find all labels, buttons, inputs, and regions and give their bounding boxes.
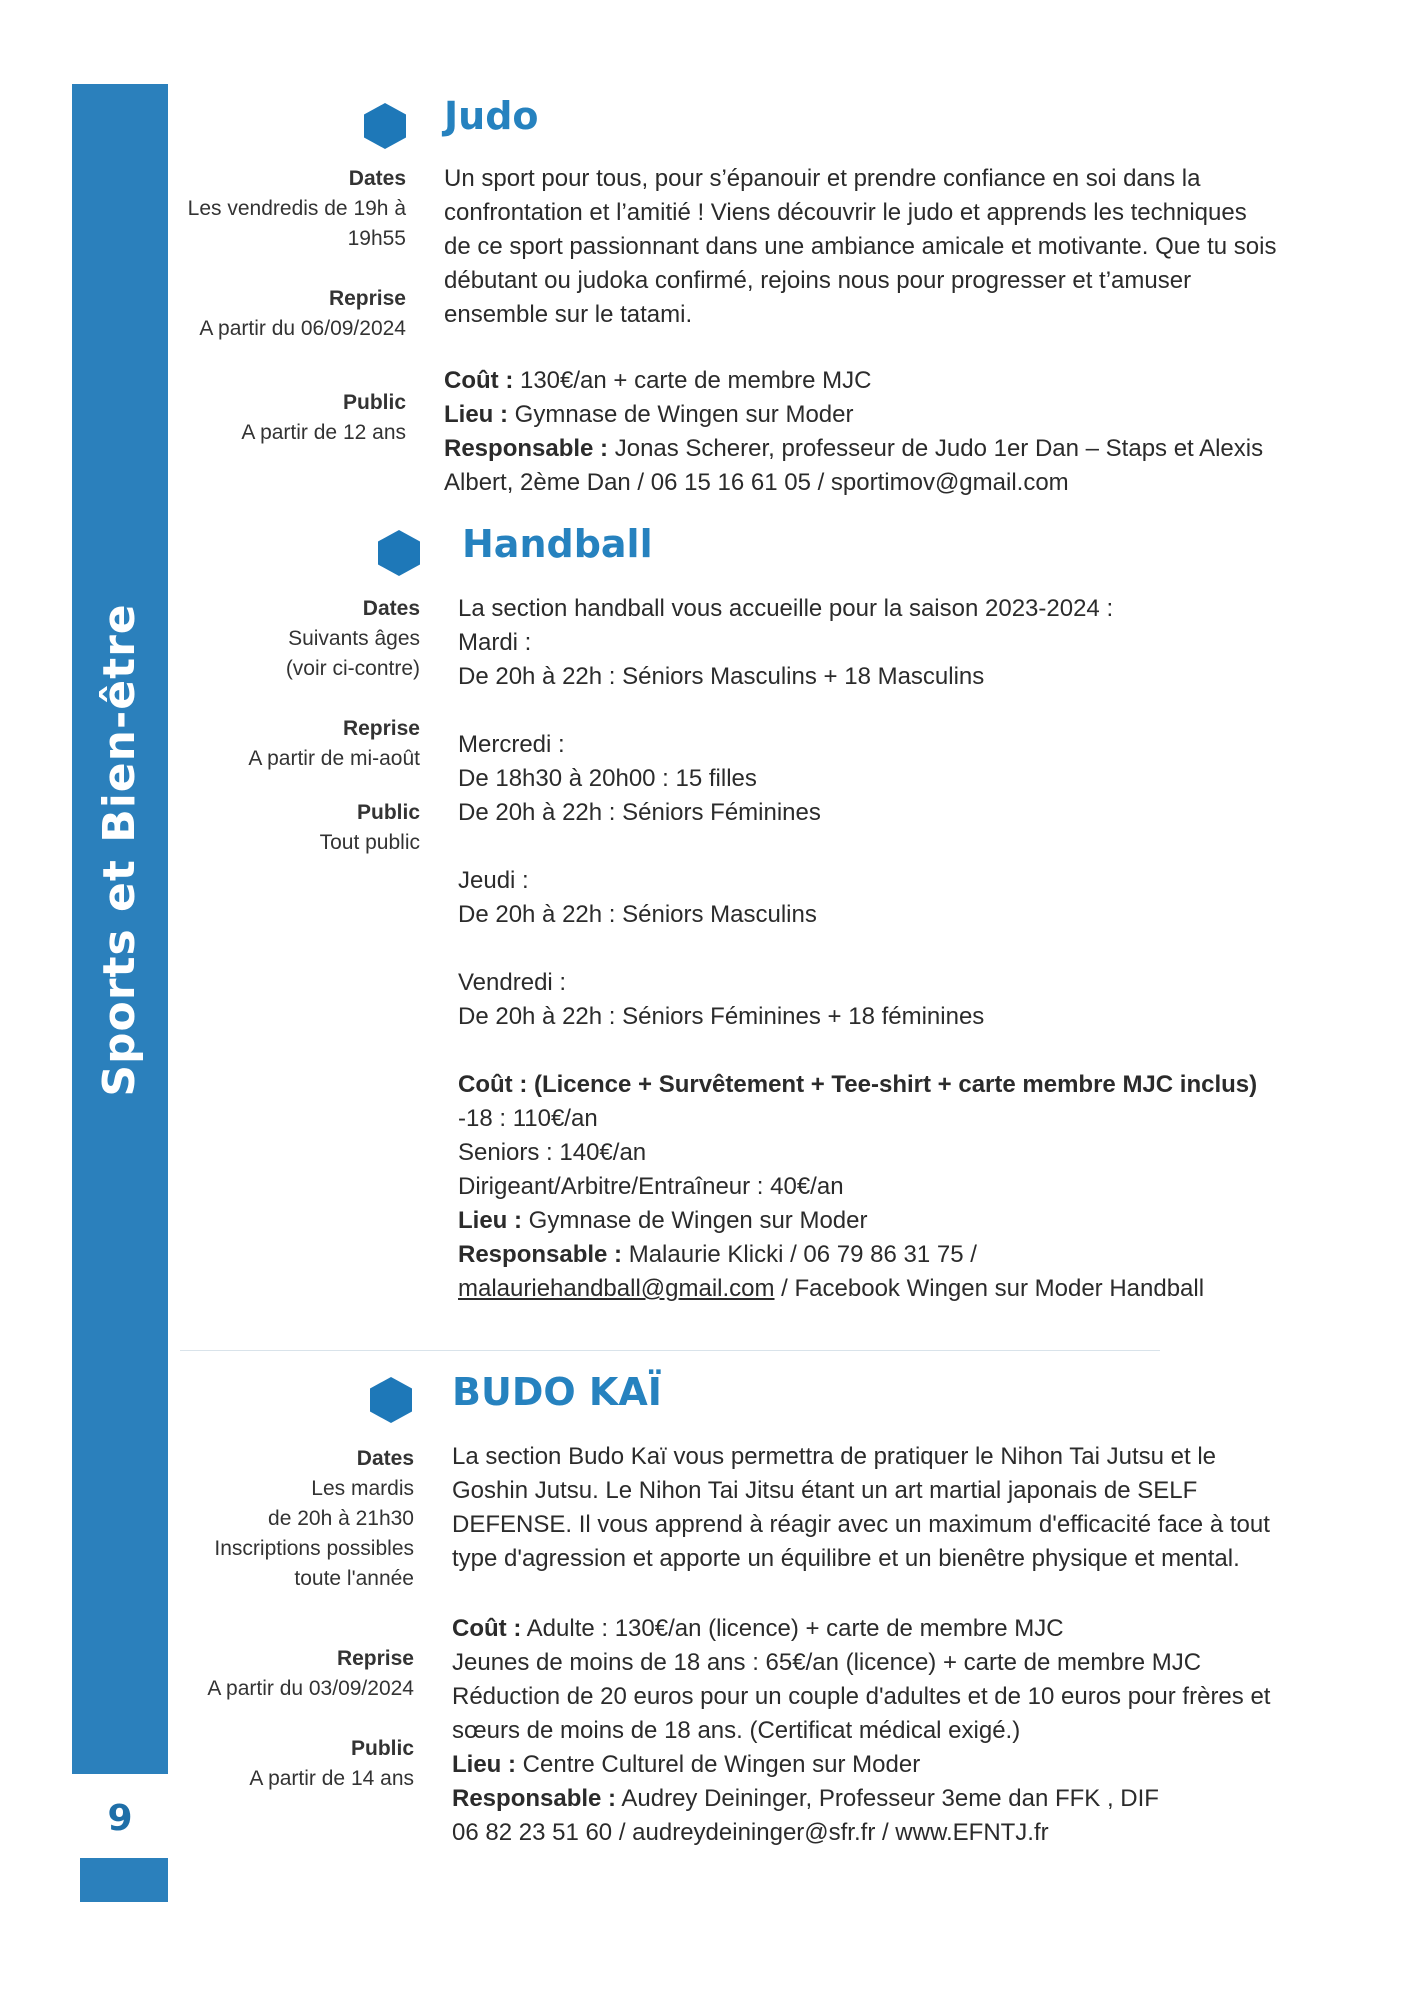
budo-lieu [452, 1748, 1342, 1782]
budo-dates-line1: Les mardis [311, 1477, 414, 1500]
handball-body [458, 592, 1338, 1306]
judo-reprise-value: A partir du 06/09/2024 [199, 317, 406, 340]
budo-body [452, 1440, 1342, 1850]
handball-vendredi-slot: De 20h à 22h : Séniors Féminines + 18 féminines [458, 1003, 985, 1030]
handball-cout-line: Dirigeant/Arbitre/Entraîneur : 40€/an [458, 1173, 844, 1200]
budo-desc-line: Goshin Jutsu. Le Nihon Tai Jitsu étant un art martial japonais de SELF [452, 1477, 1198, 1504]
handball-intro: La section handball vous accueille pour la saison 2023-2024 : [458, 595, 1114, 622]
budo-public-label: Public [350, 1737, 414, 1760]
judo-resp-label: Responsable : [444, 435, 609, 462]
handball-mercredi-slot: De 20h à 22h : Séniors Féminines [458, 799, 821, 826]
sidebar-title-text: Sports et Bien-être [94, 603, 145, 1097]
handball-mercredi-slot: De 18h30 à 20h00 : 15 filles [458, 765, 757, 792]
judo-cout-label: Coût : [444, 367, 514, 394]
handball-jeudi-slot: De 20h à 22h : Séniors Masculins [458, 901, 817, 928]
judo-title: Judo [444, 94, 539, 138]
budo-resp-value1: Audrey Deininger, Professeur 3eme dan FFK , DIF [616, 1785, 1159, 1812]
judo-public-value: A partir de 12 ans [241, 421, 406, 444]
judo-responsable [444, 432, 1344, 466]
budo-cout-label: Coût : [452, 1615, 522, 1642]
budo-cout-line: sœurs de moins de 18 ans. (Certificat médical exigé.) [452, 1717, 1021, 1744]
handball-cout-heading [458, 1068, 1338, 1102]
budo-desc-line: La section Budo Kaï vous permettra de pratiquer le Nihon Tai Jutsu et le [452, 1443, 1217, 1470]
judo-lieu-label: Lieu : [444, 401, 508, 428]
handball-responsable [458, 1238, 1338, 1272]
judo-hexagon-icon [364, 103, 406, 149]
budo-dates-line4: toute l'année [294, 1567, 414, 1590]
handball-mardi-slot: De 20h à 22h : Séniors Masculins + 18 Masculins [458, 663, 985, 690]
judo-desc-line: ensemble sur le tatami. [444, 301, 693, 328]
judo-reprise-label: Reprise [328, 287, 406, 310]
judo-resp-value1: Jonas Scherer, professeur de Judo 1er Dan – Staps et Alexis [608, 435, 1264, 462]
handball-cout-heading-text: Coût : (Licence + Survêtement + Tee-shirt + carte membre MJC inclus) [458, 1071, 1258, 1098]
handball-lieu-value: Gymnase de Wingen sur Moder [522, 1207, 868, 1234]
judo-resp-value2: Albert, 2ème Dan / 06 15 16 61 05 / sportimov@gmail.com [444, 469, 1069, 496]
page-number: 9 [107, 1798, 133, 1839]
handball-resp-line2 [458, 1272, 1338, 1306]
judo-lieu-value: Gymnase de Wingen sur Moder [508, 401, 854, 428]
handball-resp-value2: / Facebook Wingen sur Moder Handball [774, 1275, 1205, 1302]
judo-desc-line: de ce sport passionnant dans une ambiance amicale et motivante. Que tu sois [444, 233, 1277, 260]
handball-resp-value1: Malaurie Klicki / 06 79 86 31 75 / [622, 1241, 977, 1268]
handball-dates-label: Dates [362, 597, 420, 620]
section-divider [180, 1350, 1160, 1351]
budo-resp-label: Responsable : [452, 1785, 617, 1812]
budo-public-value: A partir de 14 ans [249, 1767, 414, 1790]
judo-dates-line2: 19h55 [347, 227, 406, 250]
judo-cout [444, 364, 1344, 398]
handball-public-value: Tout public [319, 831, 420, 854]
handball-meta [160, 594, 420, 888]
budo-title: BUDO KAÏ [452, 1370, 662, 1414]
handball-mardi: Mardi : [458, 629, 532, 656]
handball-dates-line2: (voir ci-contre) [285, 657, 420, 680]
budo-resp-value2: 06 82 23 51 60 / audreydeininger@sfr.fr / www.EFNTJ.fr [452, 1819, 1049, 1846]
judo-lieu [444, 398, 1344, 432]
budo-desc-line: type d'agression et apporte un équilibre et un bienêtre physique et mental. [452, 1545, 1240, 1572]
budo-reprise-label: Reprise [336, 1647, 414, 1670]
judo-desc-line: Un sport pour tous, pour s’épanouir et prendre confiance en soi dans la [444, 165, 1201, 192]
handball-dates-line1: Suivants âges [288, 627, 420, 650]
budo-desc-line: DEFENSE. Il vous apprend à réagir avec un maximum d'efficacité face à tout [452, 1511, 1270, 1538]
handball-jeudi: Jeudi : [458, 867, 529, 894]
budo-dates-label: Dates [356, 1447, 414, 1470]
budo-cout-value: Adulte : 130€/an (licence) + carte de membre MJC [521, 1615, 1064, 1642]
budo-meta [134, 1444, 414, 1824]
handball-reprise-value: A partir de mi-août [248, 747, 420, 770]
budo-reprise-value: A partir du 03/09/2024 [207, 1677, 414, 1700]
handball-reprise-label: Reprise [342, 717, 420, 740]
judo-desc-line: débutant ou judoka confirmé, rejoins nous pour progresser et t’amuser [444, 267, 1192, 294]
handball-cout-line: Seniors : 140€/an [458, 1139, 647, 1166]
handball-mercredi: Mercredi : [458, 731, 565, 758]
budo-lieu-value: Centre Culturel de Wingen sur Moder [516, 1751, 921, 1778]
handball-cout-line: -18 : 110€/an [458, 1105, 598, 1132]
judo-meta [146, 164, 406, 478]
budo-dates-line2: de 20h à 21h30 [268, 1507, 414, 1530]
judo-body [444, 162, 1344, 500]
budo-cout [452, 1612, 1342, 1646]
budo-responsable [452, 1782, 1342, 1816]
sidebar-title [72, 603, 168, 1100]
judo-public-label: Public [342, 391, 406, 414]
handball-resp-label: Responsable : [458, 1241, 623, 1268]
handball-public-label: Public [356, 801, 420, 824]
handball-lieu-label: Lieu : [458, 1207, 522, 1234]
budo-dates-line3: Inscriptions possibles [214, 1537, 414, 1560]
budo-hexagon-icon [370, 1377, 412, 1423]
page-number-bar [80, 1858, 168, 1902]
handball-title: Handball [462, 522, 653, 566]
handball-vendredi: Vendredi : [458, 969, 567, 996]
judo-cout-value: 130€/an + carte de membre MJC [513, 367, 872, 394]
budo-cout-line: Réduction de 20 euros pour un couple d'adultes et de 10 euros pour frères et [452, 1683, 1271, 1710]
judo-dates-label: Dates [348, 167, 406, 190]
judo-dates-line1: Les vendredis de 19h à [187, 197, 406, 220]
handball-email-link[interactable]: malauriehandball@gmail.com [458, 1275, 775, 1302]
budo-lieu-label: Lieu : [452, 1751, 516, 1778]
handball-lieu [458, 1204, 1338, 1238]
judo-desc-line: confrontation et l’amitié ! Viens découvrir le judo et apprends les techniques [444, 199, 1247, 226]
handball-hexagon-icon [378, 530, 420, 576]
budo-cout-line: Jeunes de moins de 18 ans : 65€/an (licence) + carte de membre MJC [452, 1649, 1202, 1676]
